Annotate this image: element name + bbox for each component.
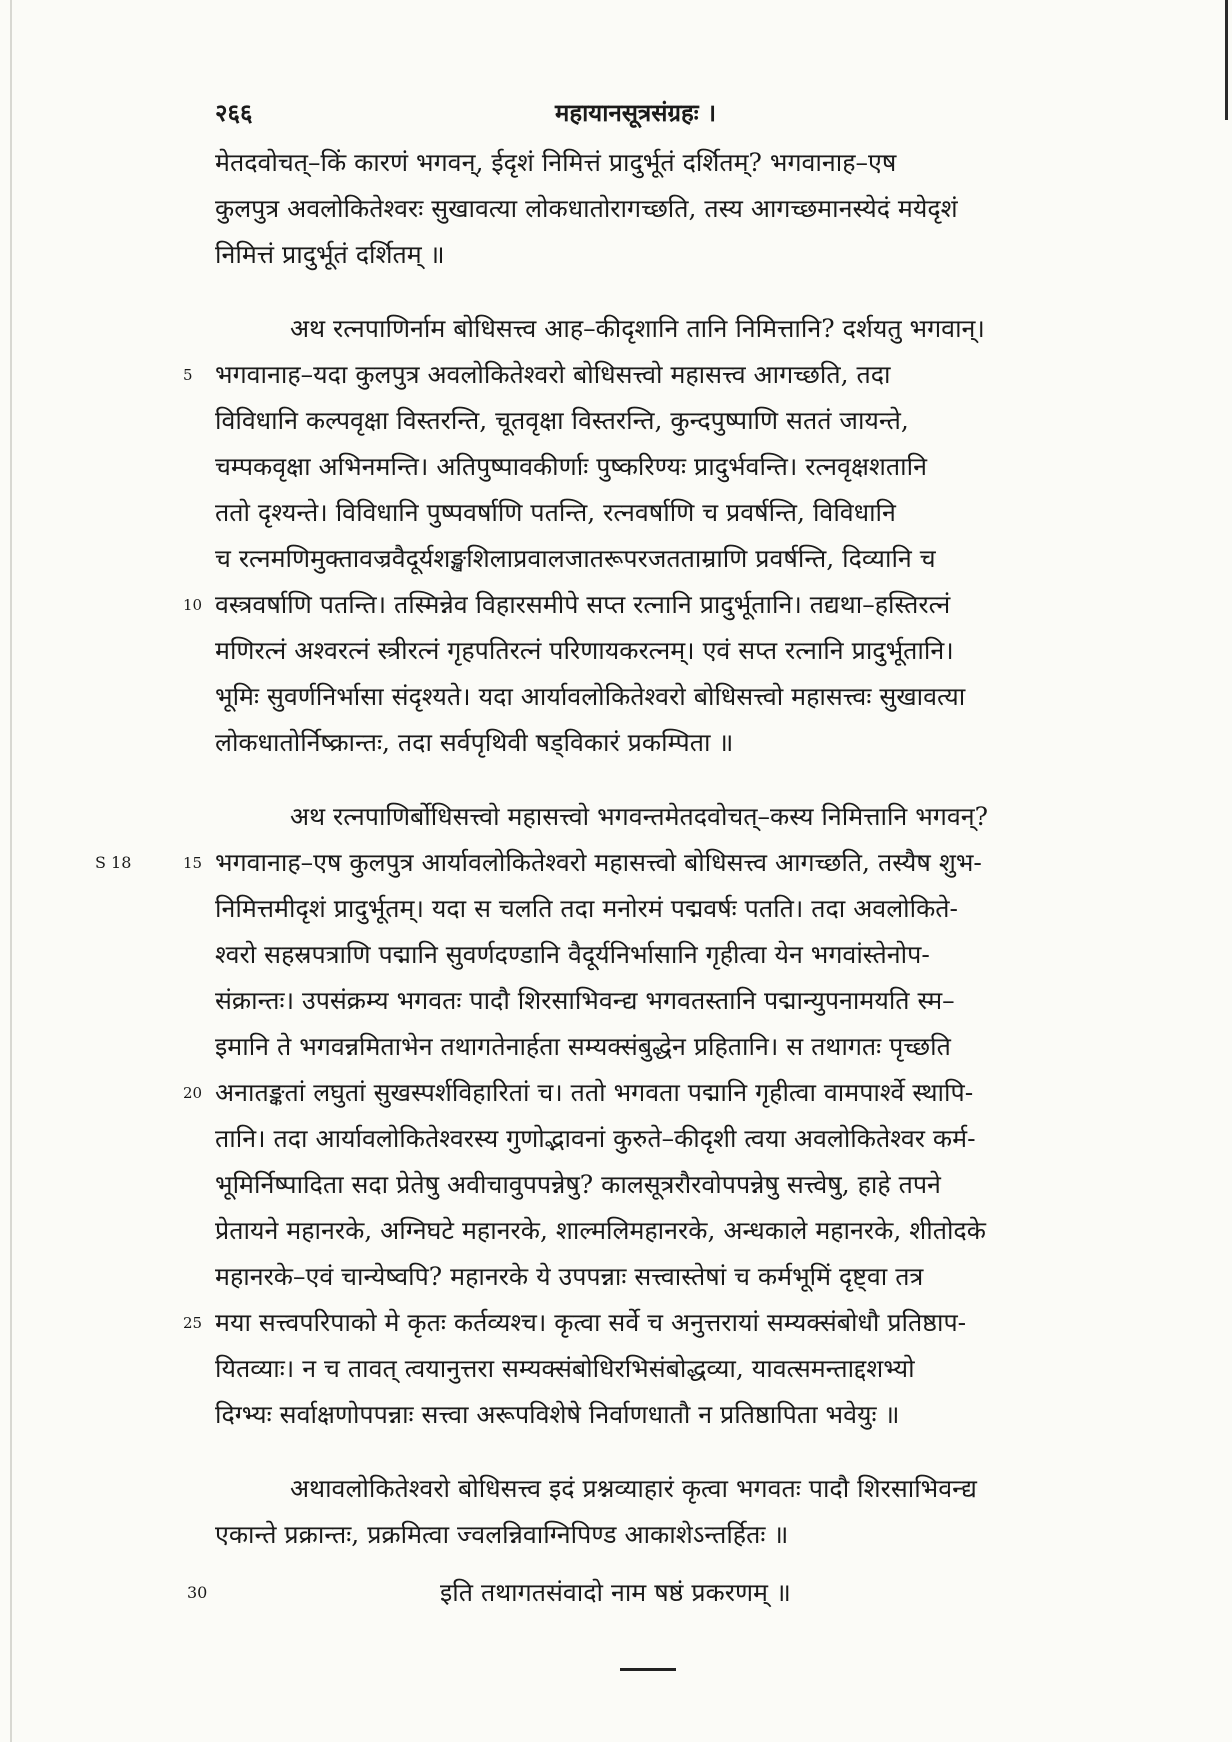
- scan-edge-left: [10, 0, 12, 1742]
- line-text: यितव्याः। न च तावत् त्वयानुत्तरा सम्यक्संबोधिरभिसंबोद्धव्या, यावत्समन्ताद्दशभ्यो: [215, 1354, 915, 1383]
- text-line: [215, 932, 1105, 978]
- line-text: लोकधातोर्निष्क्रान्तः, तदा सर्वपृथिवी षड्विकारं प्रकम्पिता ॥: [215, 728, 734, 757]
- scan-edge-right: [1225, 0, 1228, 120]
- text-line: [215, 398, 1105, 444]
- line-text: अथ रत्नपाणिर्बोधिसत्त्वो महासत्त्वो भगवन्तमेतदवोचत्–कस्य निमित्तानि भगवन्?: [290, 802, 989, 831]
- text-line: [215, 1024, 1105, 1070]
- text-line: [183, 1070, 1105, 1116]
- line-text: च रत्नमणिमुक्तावज्रवैदूर्यशङ्खशिलाप्रवालजातरूपरजतताम्राणि प्रवर्षन्ति, दिव्यानि च: [215, 544, 936, 573]
- line-text: भगवानाह–यदा कुलपुत्र अवलोकितेश्वरो बोधिसत्त्वो महासत्त्व आगच्छति, तदा: [215, 360, 891, 389]
- text-line: [215, 674, 1105, 720]
- page-header: [215, 96, 1075, 130]
- text-line: [183, 582, 1105, 628]
- text-line: [215, 536, 1105, 582]
- end-ornament: [620, 1668, 676, 1675]
- line-text: एकान्ते प्रक्रान्तः, प्रक्रमित्वा ज्वलन्निवाग्निपिण्ड आकाशेऽन्तर्हितः ॥: [215, 1520, 789, 1549]
- text-line: [215, 1466, 1105, 1512]
- line-number: 20: [183, 1084, 203, 1102]
- line-text: मया सत्त्वपरिपाको मे कृतः कर्तव्यश्च। कृत्वा सर्वे च अनुत्तरायां सम्यक्संबोधौ प्रतिष्ठाप-: [215, 1308, 967, 1337]
- line-text: महानरके–एवं चान्येष्वपि? महानरके ये उपपन्नाः सत्त्वास्तेषां च कर्मभूमिं दृष्ट्वा तत्र: [215, 1262, 924, 1291]
- line-text: तानि। तदा आर्यावलोकितेश्वरस्य गुणोद्भावनां कुरुते–कीदृशी त्वया अवलोकितेश्वर कर्म-: [215, 1124, 976, 1153]
- line-text: वस्त्रवर्षाणि पतन्ति। तस्मिन्नेव विहारसमीपे सप्त रत्नानि प्रादुर्भूतानि। तद्यथा–हस्तिरत्नं: [215, 590, 951, 619]
- running-title: महायानसूत्रसंग्रहः ।: [555, 98, 717, 127]
- text-line: [95, 840, 1105, 886]
- text-line: [215, 1512, 1105, 1558]
- body-text: [95, 140, 1105, 1558]
- text-line: [215, 720, 1105, 766]
- line-number: 10: [183, 596, 203, 614]
- text-line: [215, 1116, 1105, 1162]
- line-text: निमित्तं प्रादुर्भूतं दर्शितम् ॥: [215, 240, 445, 269]
- text-line: [215, 186, 1105, 232]
- line-text: भूमिः सुवर्णनिर्भासा संदृश्यते। यदा आर्यावलोकितेश्वरो बोधिसत्त्वो महासत्त्वः सुखावत्या: [215, 682, 966, 711]
- line-number: 5: [183, 366, 193, 384]
- text-line: [183, 352, 1105, 398]
- text-line: [215, 1162, 1105, 1208]
- paragraph-gap: [215, 1438, 1105, 1466]
- text-line: [215, 1392, 1105, 1438]
- line-number: 15: [183, 854, 203, 872]
- line-text: इमानि ते भगवन्नमिताभेन तथागतेनार्हता सम्यक्संबुद्धेन प्रहितानि। स तथागतः पृच्छति: [215, 1032, 951, 1061]
- colophon-text: इति तथागतसंवादो नाम षष्ठं प्रकरणम् ॥: [440, 1578, 791, 1607]
- text-line: [183, 1300, 1105, 1346]
- text-line: [215, 1346, 1105, 1392]
- line-text: ततो दृश्यन्ते। विविधानि पुष्पवर्षाणि पतन्ति, रत्नवर्षाणि च प्रवर्षन्ति, विविधानि: [215, 498, 896, 527]
- text-line: [215, 1254, 1105, 1300]
- text-line: [215, 306, 1105, 352]
- line-text: विविधानि कल्पवृक्षा विस्तरन्ति, चूतवृक्षा विस्तरन्ति, कुन्दपुष्पाणि सततं जायन्ते,: [215, 406, 909, 435]
- line-text: दिग्भ्यः सर्वाक्षणोपपन्नाः सत्त्वा अरूपविशेषे निर्वाणधातौ न प्रतिष्ठापिता भवेयुः ॥: [215, 1400, 900, 1429]
- line-text: भगवानाह–एष कुलपुत्र आर्यावलोकितेश्वरो महासत्त्वो बोधिसत्त्व आगच्छति, तस्यैष शुभ-: [215, 848, 982, 877]
- text-line: [215, 1208, 1105, 1254]
- line-text: भूमिर्निष्पादिता सदा प्रेतेषु अवीचावुपपन्नेषु? कालसूत्ररौरवोपपन्नेषु सत्त्वेषु, हाहे तपने: [215, 1170, 941, 1199]
- line-text: संक्रान्तः। उपसंक्रम्य भगवतः पादौ शिरसाभिवन्द्य भगवतस्तानि पद्मान्युपनामयति स्म–: [215, 986, 955, 1015]
- text-line: [215, 140, 1105, 186]
- text-line: [215, 794, 1105, 840]
- text-line: [215, 628, 1105, 674]
- line-text: प्रेतायने महानरके, अग्निघटे महानरके, शाल्मलिमहानरके, अन्धकाले महानरके, शीतोदके: [215, 1216, 986, 1245]
- paragraph-gap: [215, 278, 1105, 306]
- line-text: चम्पकवृक्षा अभिनमन्ति। अतिपुष्पावकीर्णाः पुष्करिण्यः प्रादुर्भवन्ति। रत्नवृक्षशतानि: [215, 452, 927, 481]
- text-line: [215, 978, 1105, 1024]
- line-text: मेतदवोचत्–किं कारणं भगवन्, ईदृशं निमित्तं प्रादुर्भूतं दर्शितम्? भगवानाह–एष: [215, 148, 897, 177]
- line-text: अथ रत्नपाणिर्नाम बोधिसत्त्व आह–कीदृशानि तानि निमित्तानि? दर्शयतु भगवान्।: [290, 314, 985, 343]
- colophon: [187, 1570, 1105, 1616]
- line-text: श्वरो सहस्रपत्राणि पद्मानि सुवर्णदण्डानि वैदूर्यनिर्भासानि गृहीत्वा येन भगवांस्तेनोप-: [215, 940, 930, 969]
- line-text: निमित्तमीदृशं प्रादुर्भूतम्। यदा स चलति तदा मनोरमं पद्मवर्षः पतति। तदा अवलोकिते-: [215, 894, 958, 923]
- line-text: मणिरत्नं अश्वरत्नं स्त्रीरत्नं गृहपतिरत्नं परिणायकरत्नम्। एवं सप्त रत्नानि प्रादुर्भूतानि।: [215, 636, 954, 665]
- line-number: 30: [187, 1583, 208, 1602]
- line-text: अथावलोकितेश्वरो बोधिसत्त्व इदं प्रश्नव्याहारं कृत्वा भगवतः पादौ शिरसाभिवन्द्य: [290, 1474, 977, 1503]
- text-line: [215, 886, 1105, 932]
- paragraph-gap: [215, 766, 1105, 794]
- page-number: २६६: [215, 98, 253, 127]
- line-text: अनातङ्कतां लघुतां सुखस्पर्शविहारितां च। ततो भगवता पद्मानि गृहीत्वा वामपार्श्वे स्थापि-: [215, 1078, 974, 1107]
- text-line: [215, 232, 1105, 278]
- line-text: कुलपुत्र अवलोकितेश्वरः सुखावत्या लोकधातोरागच्छति, तस्य आगच्छमानस्येदं मयेदृशं: [215, 194, 958, 223]
- margin-reference: S 18: [95, 853, 132, 872]
- line-number: 25: [183, 1314, 203, 1332]
- text-line: [215, 490, 1105, 536]
- text-line: [215, 444, 1105, 490]
